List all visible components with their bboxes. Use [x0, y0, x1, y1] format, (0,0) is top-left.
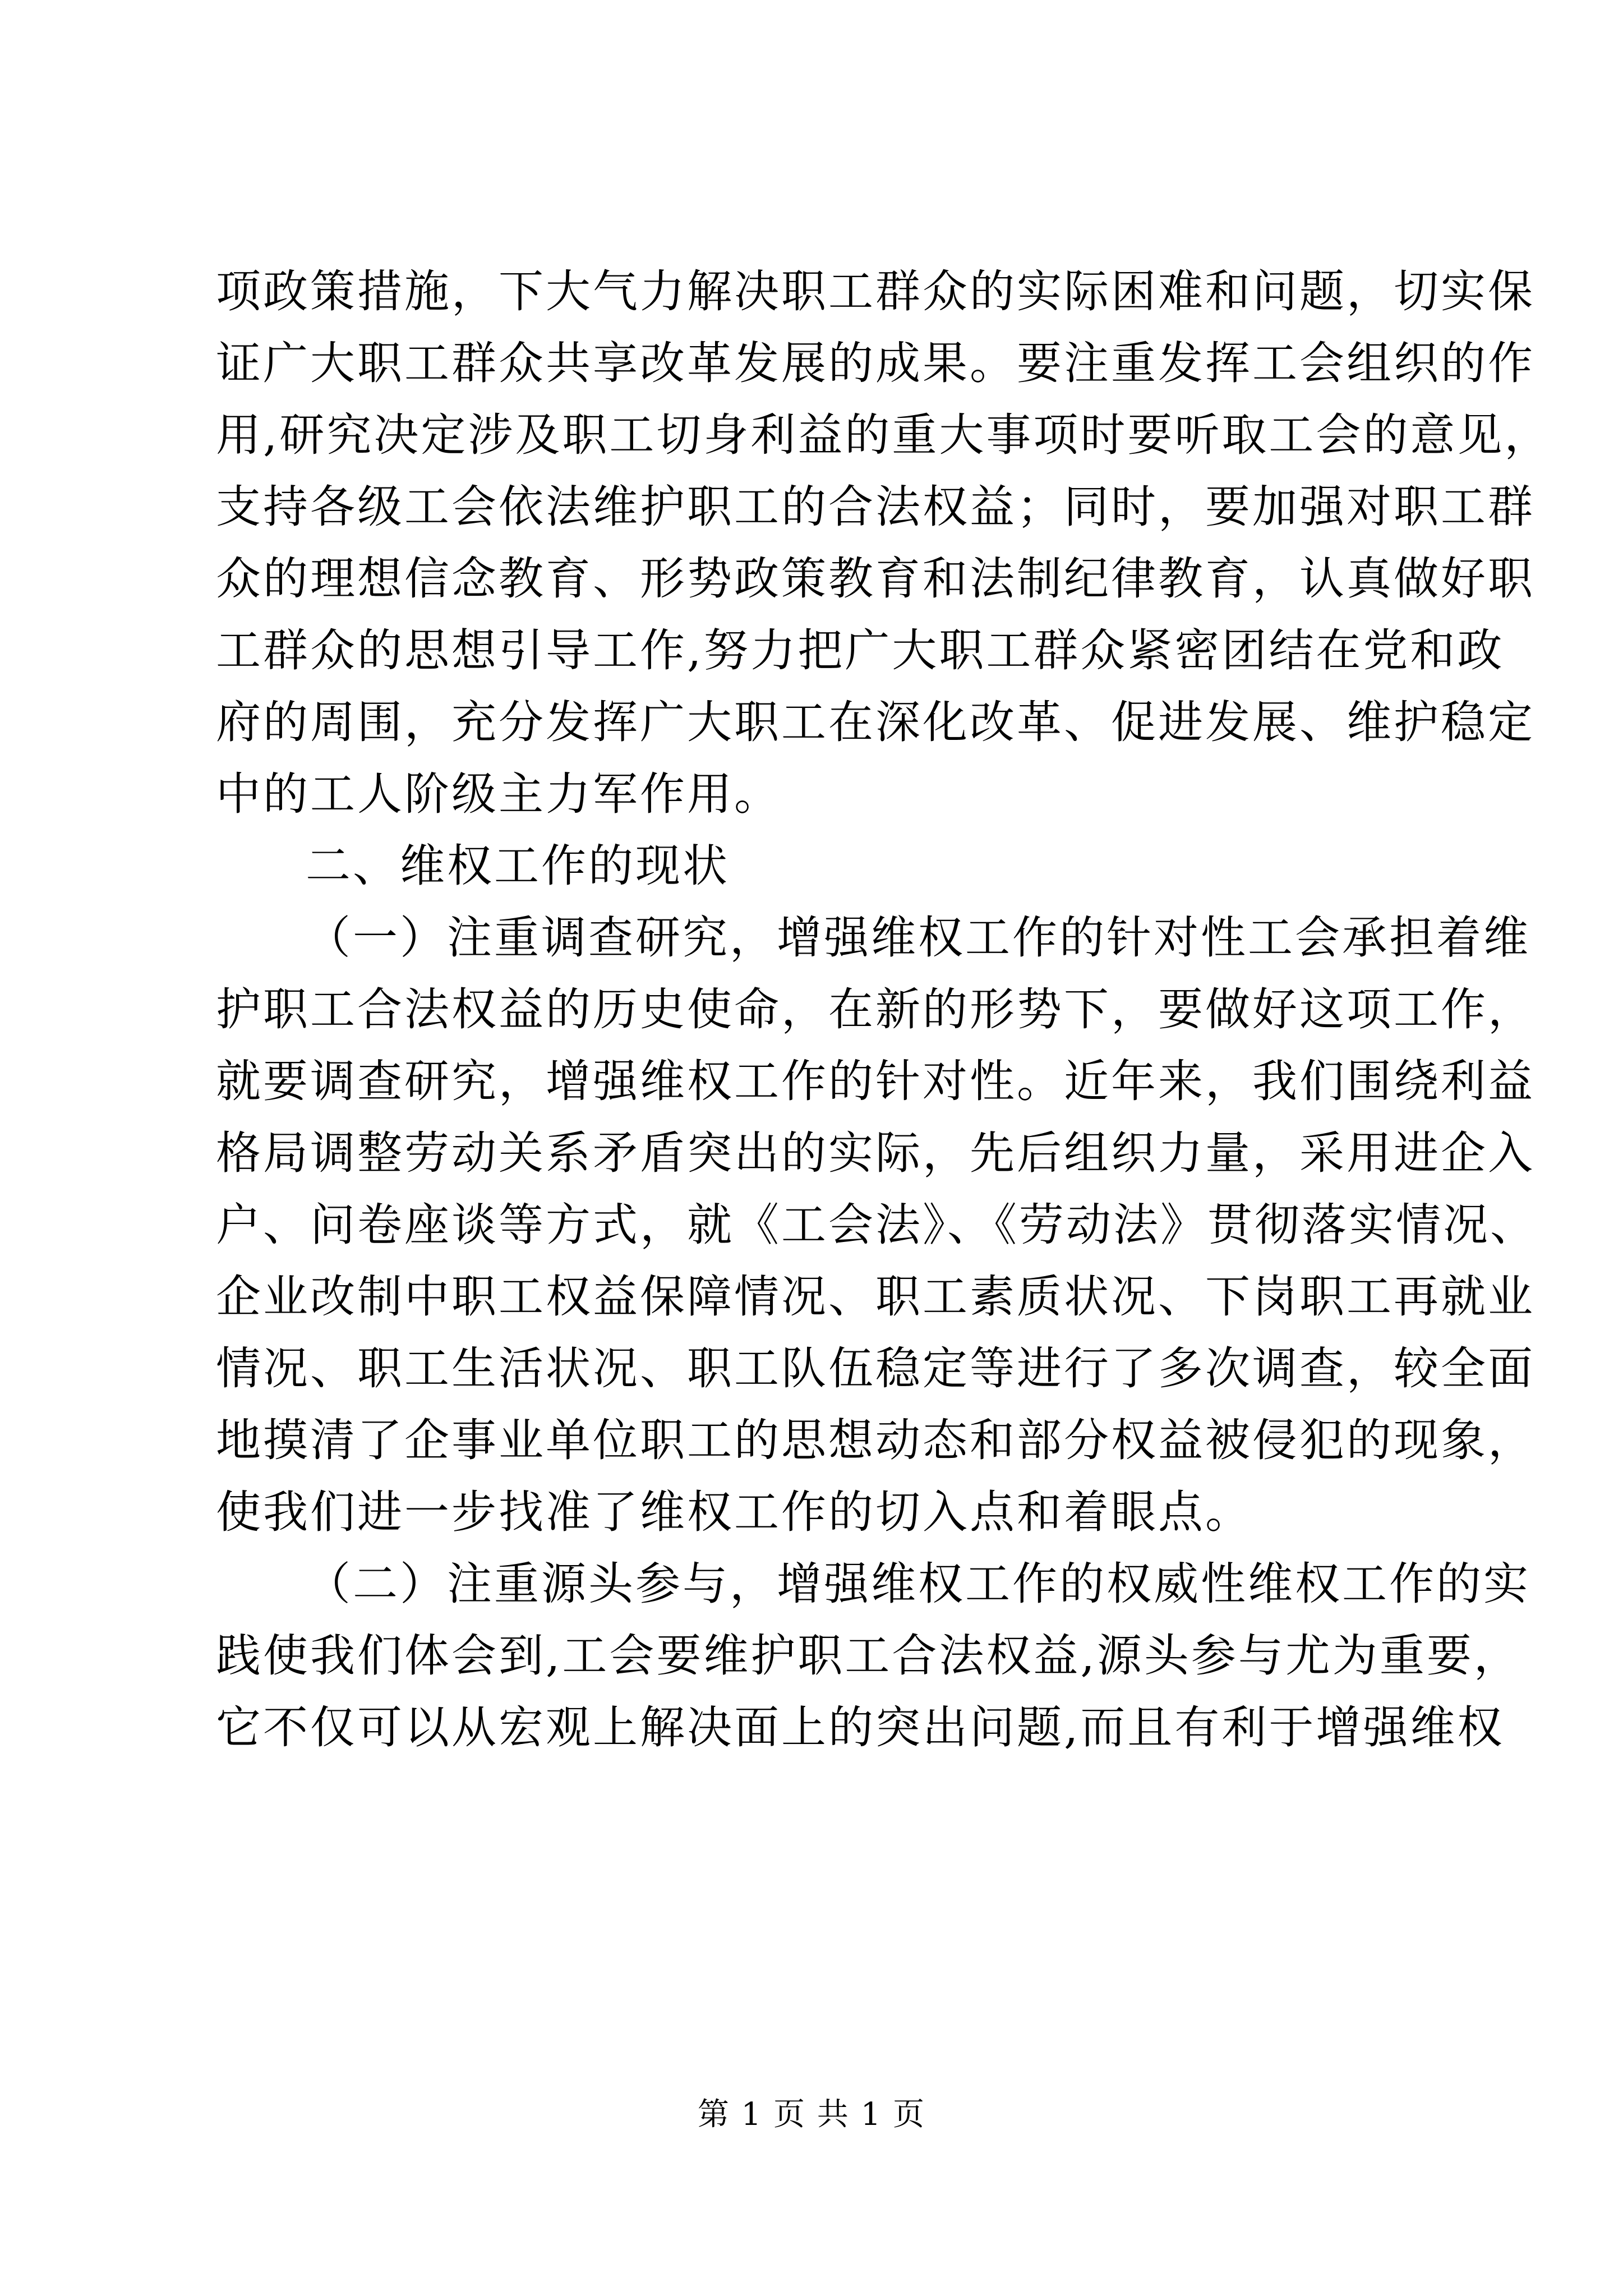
page-number-footer: 第 1 页 共 1 页 — [697, 2096, 926, 2133]
paragraph-line: 就要调查研究，增强维权工作的针对性。近年来，我们围绕利益 — [216, 1055, 1535, 1107]
paragraph-line: 用,研究决定涉及职工切身利益的重大事项时要听取工会的意见， — [216, 409, 1552, 461]
paragraph-line: 众的理想信念教育、形势政策教育和法制纪律教育，认真做好职 — [216, 553, 1535, 605]
paragraph-line: 护职工合法权益的历史使命，在新的形势下，要做好这项工作， — [216, 983, 1535, 1036]
paragraph-line: 府的周围，充分发挥广大职工在深化改革、促进发展、维护稳定 — [216, 696, 1535, 748]
paragraph-line: 项政策措施，下大气力解决职工群众的实际困难和问题，切实保 — [216, 265, 1535, 318]
document-body — [216, 256, 1552, 1764]
paragraph-line: （二）注重源头参与，增强维权工作的权威性维权工作的实 — [306, 1558, 1530, 1610]
paragraph-line: （一）注重调查研究，增强维权工作的针对性工会承担着维 — [306, 912, 1530, 964]
paragraph-line: 地摸清了企事业单位职工的思想动态和部分权益被侵犯的现象， — [216, 1414, 1535, 1466]
paragraph-line: 支持各级工会依法维护职工的合法权益；同时，要加强对职工群 — [216, 481, 1535, 533]
section-heading: 二、维权工作的现状 — [306, 840, 730, 892]
paragraph-line: 户、问卷座谈等方式，就《工会法》、《劳动法》贯彻落实情况、 — [216, 1199, 1537, 1251]
paragraph-line: 证广大职工群众共享改革发展的成果。要注重发挥工会组织的作 — [216, 337, 1535, 389]
paragraph-line: 工群众的思想引导工作,努力把广大职工群众紧密团结在党和政 — [216, 624, 1505, 677]
paragraph-line: 中的工人阶级主力军作用。 — [216, 768, 781, 820]
paragraph-line: 企业改制中职工权益保障情况、职工素质状况、下岗职工再就业 — [216, 1271, 1535, 1323]
paragraph-line: 使我们进一步找准了维权工作的切入点和着眼点。 — [216, 1486, 1252, 1538]
paragraph-line: 情况、职工生活状况、职工队伍稳定等进行了多次调查，较全面 — [216, 1342, 1535, 1395]
paragraph-line: 它不仅可以从宏观上解决面上的突出问题,而且有利于增强维权 — [216, 1701, 1505, 1754]
paragraph-line: 格局调整劳动关系矛盾突出的实际，先后组织力量，采用进企入 — [216, 1127, 1535, 1179]
paragraph-line: 践使我们体会到,工会要维护职工合法权益,源头参与尤为重要， — [216, 1630, 1521, 1682]
